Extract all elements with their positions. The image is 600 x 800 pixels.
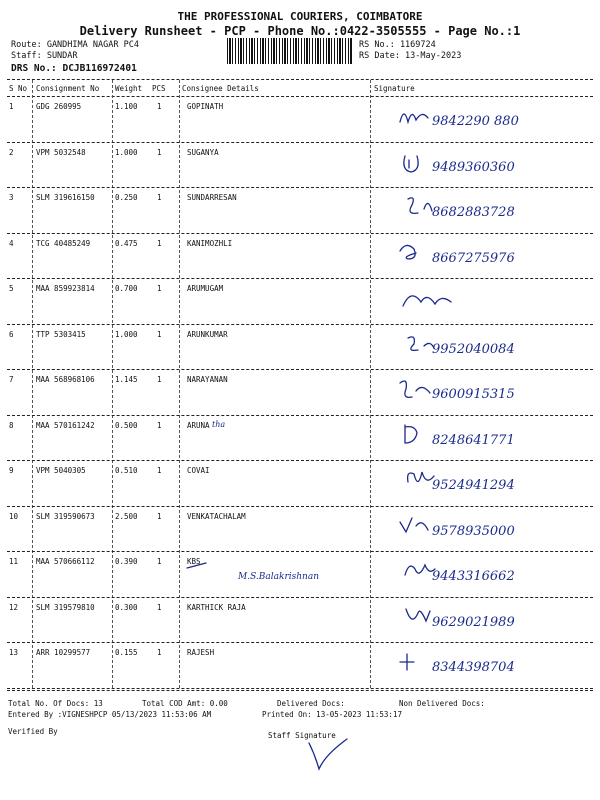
runsheet-title: Delivery Runsheet - PCP - Phone No.:0422-3505555 - Page No.:1 — [79, 24, 521, 38]
row-handwritten-phone: 9629021989 — [432, 614, 515, 630]
company-name: THE PROFESSIONAL COURIERS, COIMBATORE — [177, 10, 423, 23]
row-sno: 6 — [9, 329, 14, 339]
staff-signature-mark — [305, 735, 350, 775]
row-sno: 13 — [9, 648, 19, 657]
staff-label: Staff: SUNDAR — [11, 51, 78, 61]
row-consignment-no: MAA 568968106 — [36, 375, 95, 384]
footer-rule — [7, 690, 593, 691]
row-signature-mark — [401, 286, 461, 312]
row-handwritten-phone: 9524941294 — [432, 478, 515, 493]
row-divider — [7, 597, 593, 598]
row-consignment-no: MAA 570161242 — [36, 420, 95, 430]
row-handwritten-phone: 9443316662 — [432, 569, 515, 584]
col-sno: S No — [9, 84, 28, 93]
row-weight: 0.155 — [115, 648, 138, 657]
col-consignment: Consignment No — [36, 84, 100, 93]
row-weight: 0.475 — [115, 238, 138, 248]
row-pcs: 1 — [157, 466, 162, 475]
row-weight: 0.700 — [115, 284, 138, 293]
rs-date: RS Date: 13-May-2023 — [359, 51, 462, 61]
row-consignee: SUGANYA — [187, 147, 219, 157]
row-pcs: 1 — [157, 193, 162, 202]
row-sno: 3 — [9, 193, 14, 202]
row-consignment-no: TTP 5303415 — [36, 329, 86, 339]
row-sno: 10 — [9, 511, 19, 521]
row-weight: 1.145 — [115, 375, 138, 384]
row-divider — [7, 324, 593, 325]
row-pcs: 1 — [157, 147, 162, 157]
staff-signature-label: Staff Signature — [268, 731, 336, 740]
row-divider — [7, 278, 593, 279]
col-pcs: PCS — [152, 84, 166, 93]
non-delivered-docs: Non Delivered Docs: — [399, 699, 485, 708]
row-consignment-no: SLM 319590673 — [36, 511, 95, 521]
row-consignee: VENKATACHALAM — [187, 511, 246, 521]
row-handwritten-phone: 9489360360 — [432, 159, 515, 175]
row-divider — [7, 142, 593, 143]
row-consignment-no: SLM 319616150 — [36, 193, 95, 202]
row-divider — [7, 506, 593, 507]
row-weight: 1.100 — [115, 102, 138, 111]
row-weight: 1.000 — [115, 147, 138, 157]
row-sno: 2 — [9, 147, 14, 157]
row-consignee: RAJESH — [187, 648, 215, 657]
rs-number: RS No.: 1169724 — [359, 40, 436, 50]
row-consignee: NARAYANAN — [187, 375, 228, 384]
col-consignee: Consignee Details — [182, 84, 259, 93]
row-divider — [7, 551, 593, 552]
total-docs: Total No. Of Docs: 13 — [8, 699, 103, 708]
row-divider — [7, 187, 593, 188]
row-sno: 7 — [9, 375, 14, 384]
row-weight: 2.500 — [115, 511, 138, 521]
row-divider — [7, 369, 593, 370]
row-divider — [7, 642, 593, 643]
row-consignment-no: TCG 40485249 — [36, 238, 91, 248]
row-handwritten-phone: 9952040084 — [432, 341, 515, 357]
route-label: Route: GANDHIMA NAGAR PC4 — [11, 40, 139, 50]
row-consignee: SUNDARRESAN — [187, 193, 237, 202]
row-consignment-no: ARR 10299577 — [36, 648, 91, 657]
row-sno: 11 — [9, 557, 19, 566]
row-consignee: ARUNKUMAR — [187, 329, 228, 339]
row-consignee: KARTHICK RAJA — [187, 602, 246, 612]
row-sno: 9 — [9, 466, 14, 475]
entered-by: Entered By :VIGNESHPCP 05/13/2023 11:53:06 AM — [8, 710, 212, 719]
row-consignee: KBS — [187, 557, 201, 566]
row-divider — [7, 233, 593, 234]
row-handwritten-phone: 9600915315 — [432, 387, 515, 402]
row-sno: 5 — [9, 284, 14, 293]
total-cod: Total COD Amt: 0.00 — [142, 699, 228, 708]
row-sno: 4 — [9, 238, 14, 248]
row-handwritten-phone: 8667275976 — [432, 250, 515, 266]
row-consignment-no: GDG 260995 — [36, 102, 82, 111]
row-pcs: 1 — [157, 648, 162, 657]
row-pcs: 1 — [157, 511, 162, 521]
row-weight: 0.500 — [115, 420, 138, 430]
col-signature: Signature — [374, 84, 415, 93]
row-sno: 1 — [9, 102, 14, 111]
barcode — [227, 38, 353, 64]
row-handwritten-phone: 9578935000 — [432, 523, 515, 539]
row-consignee: ARUNA — [187, 420, 210, 430]
row-consignee: ARUMUGAM — [187, 284, 224, 293]
row-consignee: KANIMOZHLI — [187, 238, 233, 248]
row-handwritten-phone: 8682883728 — [432, 205, 515, 220]
row-consignment-no: SLM 319579810 — [36, 602, 95, 612]
handwritten-row11-name: M.S.Balakrishnan — [238, 572, 320, 582]
row-weight: 0.510 — [115, 466, 138, 475]
row-divider — [7, 688, 593, 689]
row-weight: 0.300 — [115, 602, 138, 612]
row-consignment-no: MAA 859923814 — [36, 284, 95, 293]
row-consignee: GOPINATH — [187, 102, 224, 111]
verified-by: Verified By — [8, 727, 58, 736]
row-handwritten-phone: 8248641771 — [432, 432, 515, 448]
row-pcs: 1 — [157, 420, 162, 430]
row-pcs: 1 — [157, 102, 162, 111]
row-sno: 12 — [9, 602, 19, 612]
col-weight: Weight — [115, 84, 143, 93]
row-pcs: 1 — [157, 602, 162, 612]
row-pcs: 1 — [157, 238, 162, 248]
handwritten-aruna-suffix: tha — [212, 420, 226, 429]
row-consignment-no: VPM 5040305 — [36, 466, 86, 475]
strike-mark — [186, 560, 208, 572]
row-divider — [7, 415, 593, 416]
row-weight: 0.390 — [115, 557, 138, 566]
row-weight: 0.250 — [115, 193, 138, 202]
row-divider — [7, 460, 593, 461]
row-consignment-no: MAA 570666112 — [36, 557, 95, 566]
row-pcs: 1 — [157, 284, 162, 293]
header-bottom-rule — [7, 96, 593, 97]
row-pcs: 1 — [157, 329, 162, 339]
row-consignee: COVAI — [187, 466, 210, 475]
row-sno: 8 — [9, 420, 14, 430]
delivered-docs: Delivered Docs: — [277, 699, 345, 708]
row-pcs: 1 — [157, 375, 162, 384]
printed-on: Printed On: 13-05-2023 11:53:17 — [262, 710, 402, 719]
header-top-rule — [7, 79, 593, 80]
row-handwritten-phone: 9842290 880 — [432, 114, 519, 129]
row-handwritten-phone: 8344398704 — [432, 660, 515, 675]
row-pcs: 1 — [157, 557, 162, 566]
drs-number: DRS No.: DCJB116972401 — [11, 63, 137, 74]
row-consignment-no: VPM 5032548 — [36, 147, 86, 157]
row-weight: 1.000 — [115, 329, 138, 339]
